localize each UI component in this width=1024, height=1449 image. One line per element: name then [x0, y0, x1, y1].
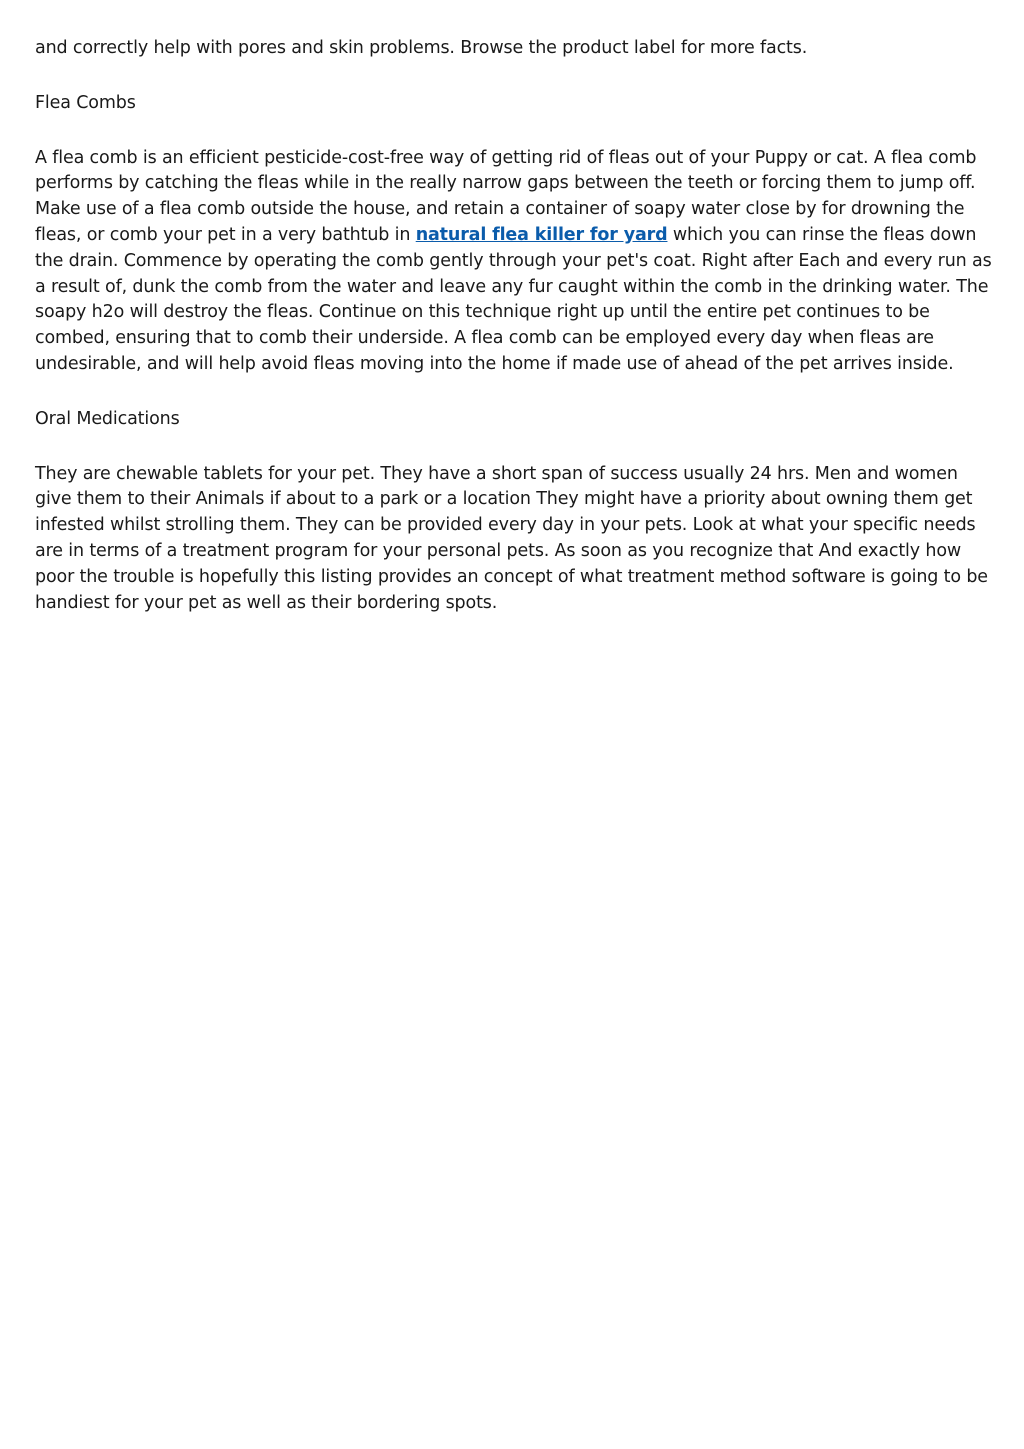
- flea-combs-heading: Flea Combs: [35, 92, 136, 113]
- document-page: [35, 36, 995, 645]
- oral-medications-heading: Oral Medications: [35, 408, 180, 429]
- intro-continuation-paragraph: and correctly help with pores and skin problems. Browse the product label for more facts.: [35, 38, 808, 58]
- flea-combs-paragraph: [35, 146, 995, 378]
- natural-flea-killer-link[interactable]: natural flea killer for yard: [415, 224, 668, 245]
- flea-combs-text-before-link: A flea comb is an efficient pesticide-cost-free way of getting rid of fleas out of your Puppy or cat. A flea comb performs by catching the fleas while in the really narrow gaps between the teeth or forcing them to jump off. Make use of a flea comb outside the house, and retain a container of soapy water close by for drowning the fleas, or comb your pet in a very bathtub in: [35, 147, 977, 245]
- oral-medications-paragraph: They are chewable tablets for your pet. They have a short span of success usually 24 hrs. Men and women give them to their Animals if about to a park or a location They might have a priority about owning them get infested whilst strolling them. They can be provided every day in your pets. Look at what your specific needs are in terms of a treatment program for your personal pets. As soon as you recognize that And exactly how poor the trouble is hopefully this listing provides an concept of what treatment method software is going to be handiest for your pet as well as their bordering spots.: [35, 463, 988, 613]
- flea-combs-text-after-link: which you can rinse the fleas down the drain. Commence by operating the comb gently through your pet's coat. Right after Each and every run as a result of, dunk the comb from the water and leave any fur caught within the comb in the drinking water. The soapy h2o will destroy the fleas. Continue on this technique right up until the entire pet continues to be combed, ensuring that to comb their underside. A flea comb can be employed every day when fleas are undesirable, and will help avoid fleas moving into the home if made use of ahead of the pet arrives inside.: [35, 224, 992, 374]
